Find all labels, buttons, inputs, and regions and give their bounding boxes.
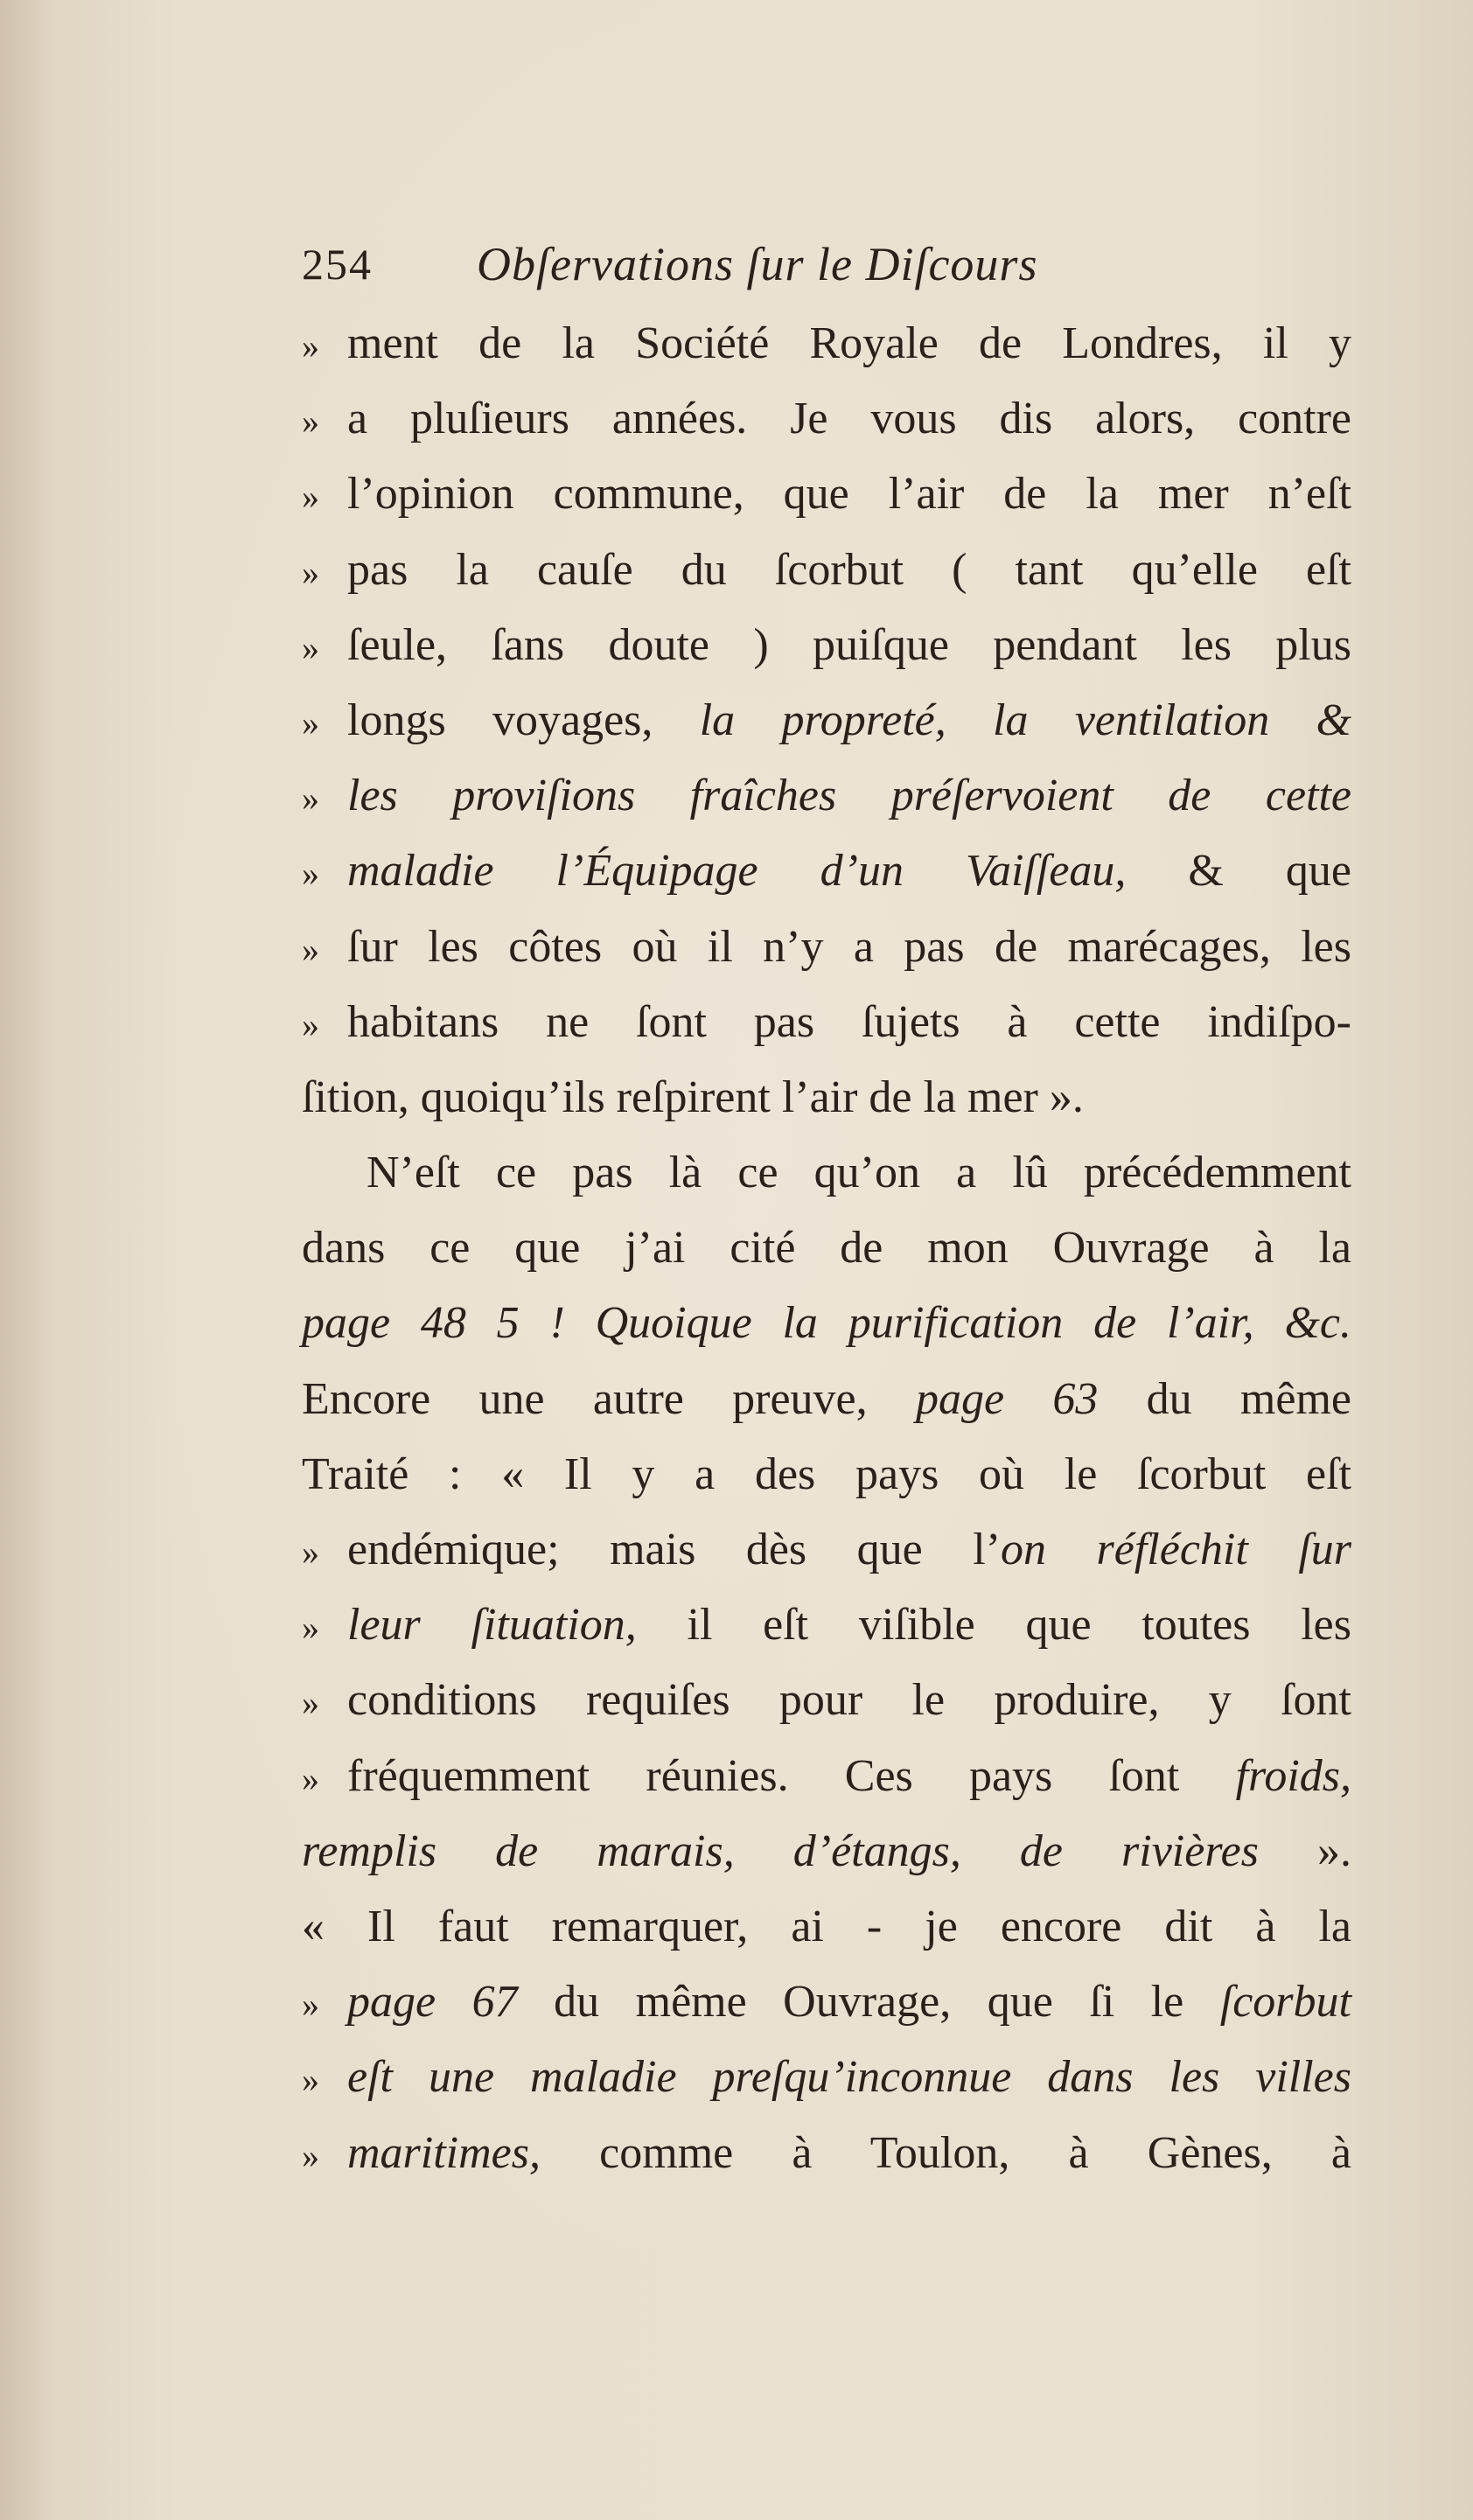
text-segment: l’opinion commune, que l’air de la mer n’eſt — [347, 469, 1351, 520]
quotation-mark: » — [302, 1004, 319, 1044]
italic-text: leur ſituation, — [347, 1600, 637, 1651]
quotation-mark: » — [302, 552, 319, 592]
quotation-mark: » — [302, 477, 319, 517]
text-line — [302, 457, 1351, 532]
quotation-mark: » — [302, 401, 319, 442]
body-text — [302, 306, 1351, 2191]
text-line — [302, 1739, 1351, 1814]
italic-text: page 48 5 ! Quoique la purification de l’air, &c. — [302, 1298, 1351, 1349]
text-segment: « Il faut remarquer, ai - je encore dit à la — [302, 1901, 1351, 1951]
italic-text: froids, — [1235, 1750, 1351, 1801]
text-line — [302, 1437, 1351, 1512]
italic-text: on réfléchit ſur — [1001, 1525, 1351, 1574]
text-segment: Traité : « Il y a des pays où le ſcorbut eſt — [302, 1448, 1351, 1499]
text-line — [302, 683, 1351, 758]
text-line — [302, 1588, 1351, 1663]
text-segment: endémique; mais dès que l’ — [347, 1525, 1002, 1574]
text-line — [302, 1663, 1351, 1738]
quotation-mark: » — [302, 326, 319, 366]
text-segment: Encore une autre preuve, — [302, 1373, 916, 1424]
text-line — [302, 1965, 1351, 2040]
text-line — [302, 1211, 1351, 1286]
italic-text: les proviſions fraîches préſervoient de cette — [347, 771, 1351, 821]
text-line — [302, 1060, 1351, 1135]
quotation-mark: » — [302, 929, 319, 969]
text-line — [302, 306, 1351, 381]
text-segment: ſition, quoiqu’ils reſpirent l’air de la mer ». — [302, 1072, 1084, 1122]
text-line — [302, 1889, 1351, 1965]
text-segment: ». — [1258, 1825, 1352, 1876]
quotation-mark: » — [302, 1608, 319, 1648]
quotation-mark: » — [302, 2060, 319, 2100]
quotation-mark: » — [302, 627, 319, 667]
quotation-mark: » — [302, 1532, 319, 1572]
page-header — [302, 229, 1211, 299]
quotation-mark: » — [302, 1683, 319, 1723]
quotation-mark: » — [302, 702, 319, 743]
italic-text: la propreté, la ventilation & — [699, 695, 1351, 745]
text-segment: ment de la Société Royale de Londres, il y — [347, 318, 1351, 368]
text-line — [302, 1362, 1351, 1437]
quotation-mark: » — [302, 854, 319, 894]
italic-text: page 67 — [347, 1977, 518, 2028]
text-segment: comme à Toulon, à Gènes, à — [541, 2127, 1351, 2178]
text-line — [302, 2116, 1351, 2191]
italic-text: maladie l’Équipage d’un Vaiſſeau, — [347, 846, 1127, 897]
italic-text: eſt une maladie preſqu’inconnue dans les villes — [347, 2052, 1351, 2103]
text-segment: fréquemment réunies. Ces pays ſont — [347, 1750, 1236, 1801]
text-line — [302, 910, 1351, 985]
text-segment: longs voyages, — [347, 695, 700, 745]
text-line — [302, 834, 1351, 909]
running-title: Obſervations ſur le Diſcours — [477, 238, 1038, 290]
italic-text: page 63 — [915, 1373, 1099, 1424]
text-line — [302, 2040, 1351, 2115]
italic-text: maritimes, — [347, 2127, 541, 2178]
text-segment: ſeule, ſans doute ) puiſque pendant les plus — [347, 619, 1351, 670]
quotation-mark: » — [302, 1985, 319, 2025]
text-line — [302, 608, 1351, 683]
quotation-mark: » — [302, 1758, 319, 1798]
text-line — [302, 381, 1351, 457]
page-number: 254 — [302, 240, 373, 289]
text-segment: conditions requiſes pour le produire, y ſont — [347, 1675, 1351, 1726]
page-gutter-shadow — [0, 0, 52, 2520]
text-segment: habitans ne ſont pas ſujets à cette indiſpo- — [347, 996, 1351, 1047]
text-line — [302, 758, 1351, 834]
text-line — [302, 985, 1351, 1060]
text-line — [302, 1286, 1351, 1361]
quotation-mark: » — [302, 778, 319, 819]
text-segment: du même — [1098, 1373, 1351, 1424]
text-segment: il eſt viſible que toutes les — [636, 1600, 1352, 1651]
text-segment: a pluſieurs années. Je vous dis alors, contre — [347, 394, 1351, 444]
text-segment: pas la cauſe du ſcorbut ( tant qu’elle eſt — [347, 544, 1351, 595]
italic-text: remplis de marais, d’étangs, de rivières — [302, 1825, 1259, 1876]
quotation-mark: » — [302, 2135, 319, 2175]
text-segment: N’eſt ce pas là ce qu’on a lû précédemment — [367, 1148, 1351, 1198]
text-line — [302, 1135, 1351, 1211]
text-segment: dans ce que j’ai cité de mon Ouvrage à la — [302, 1223, 1351, 1274]
text-segment: & que — [1126, 846, 1351, 897]
text-line — [302, 1512, 1351, 1588]
italic-text: ſcorbut — [1219, 1977, 1351, 2028]
text-segment: du même Ouvrage, que ſi le — [517, 1977, 1220, 2028]
text-line — [302, 533, 1351, 608]
text-line — [302, 1814, 1351, 1889]
text-segment: ſur les côtes où il n’y a pas de marécages, les — [347, 921, 1351, 972]
